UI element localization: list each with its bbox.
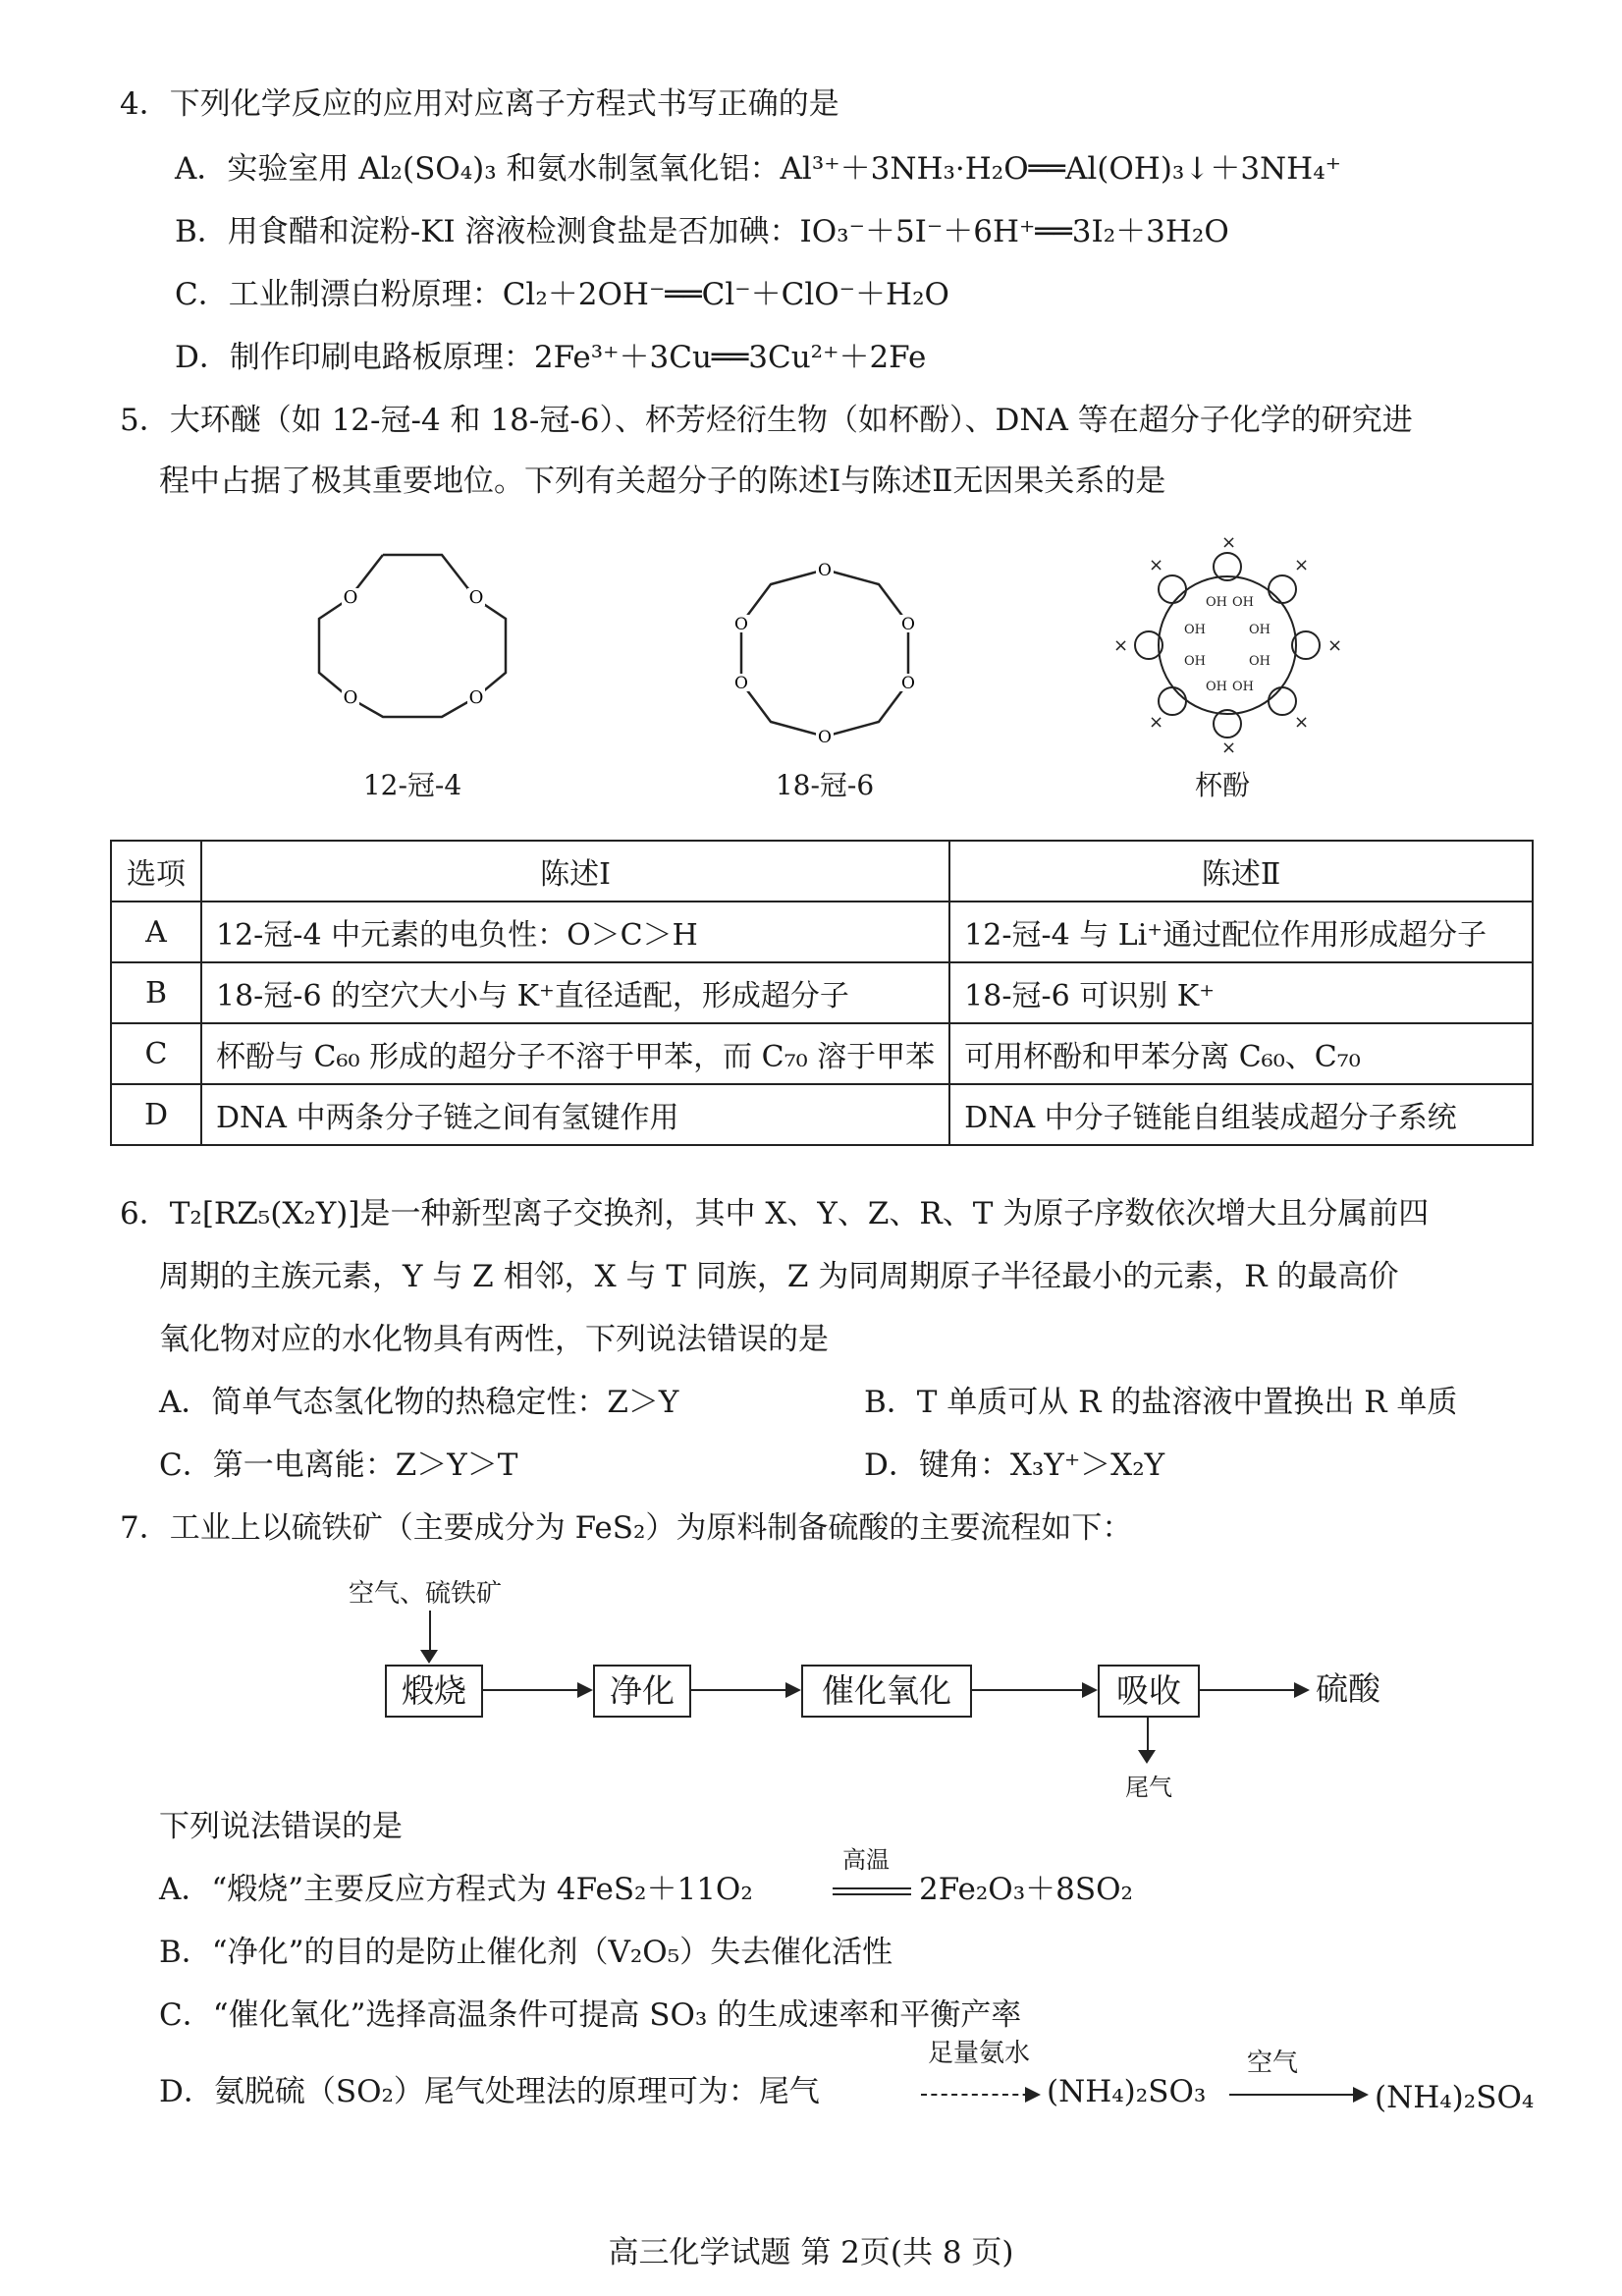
oxygen-atom: O [818,561,832,580]
q6-option-a: A．简单气态氢化物的热稳定性：Z＞Y [159,1385,679,1420]
flow-arrow [481,1689,591,1691]
label-18-crown-6: 18-冠-6 [775,769,875,801]
q4-stem: 4．下列化学反应的应用对应离子方程式书写正确的是 [120,86,839,122]
hydroxyl-label: OH [1184,623,1206,637]
header-statement-2: 陈述Ⅱ [949,841,1533,902]
structure-calixarene [1109,535,1345,756]
structure-12-crown-4 [295,535,530,732]
oxygen-atom: O [468,687,484,708]
svg-text:×: × [1327,635,1343,656]
flow-tail-arrowhead [1138,1750,1156,1764]
q7-option-d-start: D．氨脱硫（SO₂）尾气处理法的原理可为：尾气 [159,2074,820,2109]
svg-text:×: × [1221,738,1237,756]
q4-option-d: D．制作印刷电路板原理：2Fe³⁺＋3Cu══3Cu²⁺＋2Fe [175,340,927,375]
hydroxyl-label: OH [1206,595,1227,610]
hydroxyl-label: OH [1184,654,1206,669]
q7-option-b: B．“净化”的目的是防止催化剂（V₂O₅）失去催化活性 [159,1935,893,1970]
hydroxyl-label: OH [1206,680,1227,694]
table-row [111,962,1533,1023]
label-calixarene: 杯酚 [1194,769,1250,801]
flow-step-absorption: 吸收 [1098,1665,1200,1718]
q6-stem-line2: 周期的主族元素，Y 与 Z 相邻，X 与 T 同族，Z 为同周期原子半径最小的元素，R 的最高价 [159,1259,1399,1294]
row-option: C [111,1023,201,1084]
q7-option-d-end: (NH₄)₂SO₄ [1375,2080,1535,2115]
page-footer: 高三化学试题 第 2页(共 8 页) [608,2235,1014,2270]
oxygen-atom: O [734,615,748,634]
reaction-arrow [1229,2094,1367,2096]
row-option: A [111,902,201,962]
flow-input-arrowhead [420,1650,438,1664]
table-row [111,1023,1533,1084]
row-statement-2: 可用杯酚和甲苯分离 C₆₀、C₇₀ [949,1023,1533,1084]
header-option: 选项 [111,841,201,902]
q7-option-d-mid: (NH₄)₂SO₃ [1047,2074,1207,2109]
svg-text:×: × [1294,555,1310,575]
q7-question: 下列说法错误的是 [159,1809,403,1844]
row-statement-2: DNA 中分子链能自组装成超分子系统 [949,1084,1533,1145]
row-statement-2: 18-冠-6 可识别 K⁺ [949,962,1533,1023]
q5-stem-line2: 程中占据了极其重要地位。下列有关超分子的陈述Ⅰ与陈述Ⅱ无因果关系的是 [159,464,1166,499]
q5-stem-line1: 5．大环醚（如 12-冠-4 和 18-冠-6）、杯芳烃衍生物（如杯酚）、DNA 等在超分子化学的研究进 [120,403,1413,438]
q7-option-a-end: 2Fe₂O₃＋8SO₂ [919,1872,1133,1907]
row-statement-1: 18-冠-6 的空穴大小与 K⁺直径适配，形成超分子 [201,962,949,1023]
flow-step-purification: 净化 [593,1665,691,1718]
oxygen-atom: O [901,674,915,693]
q7-option-a-condition: 高温 [842,1846,890,1874]
flow-arrow [1198,1689,1308,1691]
hydroxyl-label: OH [1249,623,1271,637]
flow-arrow [689,1689,799,1691]
row-statement-1: 12-冠-4 中元素的电负性：O＞C＞H [201,902,949,962]
q7-option-d-condition-1: 足量氨水 [928,2039,1031,2068]
svg-text:×: × [1149,555,1164,575]
table-row [111,902,1533,962]
row-statement-2: 12-冠-4 与 Li⁺通过配位作用形成超分子 [949,902,1533,962]
table-row [111,1084,1533,1145]
svg-text:×: × [1149,712,1164,733]
svg-text:×: × [1113,635,1129,656]
oxygen-atom: O [343,687,358,708]
q4-option-a: A．实验室用 Al₂(SO₄)₃ 和氨水制氢氧化铝：Al³⁺＋3NH₃·H₂O══Al(OH)₃↓＋3NH₄⁺ [175,151,1341,187]
oxygen-atom: O [343,587,358,608]
row-option: D [111,1084,201,1145]
hydroxyl-label: OH [1232,680,1254,694]
row-option: B [111,962,201,1023]
q6-option-d: D．键角：X₃Y⁺＞X₂Y [864,1448,1165,1483]
flow-arrow [970,1689,1096,1691]
oxygen-atom: O [468,587,484,608]
oxygen-atom: O [734,674,748,693]
svg-text:×: × [1294,712,1310,733]
q6-option-b: B．T 单质可从 R 的盐溶液中置换出 R 单质 [864,1385,1458,1420]
flow-product: 硫酸 [1316,1669,1380,1708]
flow-step-catalytic-oxidation: 催化氧化 [801,1665,972,1718]
flow-input-label: 空气、硫铁矿 [349,1579,503,1609]
q7-stem: 7．工业上以硫铁矿（主要成分为 FeS₂）为原料制备硫酸的主要流程如下： [120,1510,1133,1546]
q4-option-b: B．用食醋和淀粉-KI 溶液检测食盐是否加碘：IO₃⁻＋5I⁻＋6H⁺══3I₂＋3H₂O [175,214,1229,249]
header-statement-1: 陈述Ⅰ [201,841,949,902]
oxygen-atom: O [818,728,832,747]
table-header-row [111,841,1533,902]
hydroxyl-label: OH [1249,654,1271,669]
q6-stem-line3: 氧化物对应的水化物具有两性，下列说法错误的是 [159,1322,829,1357]
dashed-arrow [921,2094,1039,2096]
q7-option-a-start: A．“煅烧”主要反应方程式为 4FeS₂＋11O₂ [159,1872,753,1907]
q6-stem-line1: 6．T₂[RZ₅(X₂Y)]是一种新型离子交换剂，其中 X、Y、Z、R、T 为原子序数依次增大且分属前四 [120,1196,1430,1231]
row-statement-1: DNA 中两条分子链之间有氢键作用 [201,1084,949,1145]
q5-table [110,840,1534,1146]
q7-option-c: C．“催化氧化”选择高温条件可提高 SO₃ 的生成速率和平衡产率 [159,1997,1022,2033]
flow-tail-label: 尾气 [1125,1774,1172,1801]
q4-option-c: C．工业制漂白粉原理：Cl₂＋2OH⁻══Cl⁻＋ClO⁻＋H₂O [175,277,949,312]
hydroxyl-label: OH [1232,595,1254,610]
flow-step-roasting: 煅烧 [385,1665,483,1718]
svg-text:×: × [1221,535,1237,553]
oxygen-atom: O [901,615,915,634]
q6-option-c: C．第一电离能：Z＞Y＞T [159,1448,518,1483]
row-statement-1: 杯酚与 C₆₀ 形成的超分子不溶于甲苯，而 C₇₀ 溶于甲苯 [201,1023,949,1084]
equals-sign [833,1884,911,1895]
label-12-crown-4: 12-冠-4 [362,769,462,801]
structure-18-crown-6 [717,550,933,756]
q7-option-d-condition-2: 空气 [1247,2049,1299,2078]
